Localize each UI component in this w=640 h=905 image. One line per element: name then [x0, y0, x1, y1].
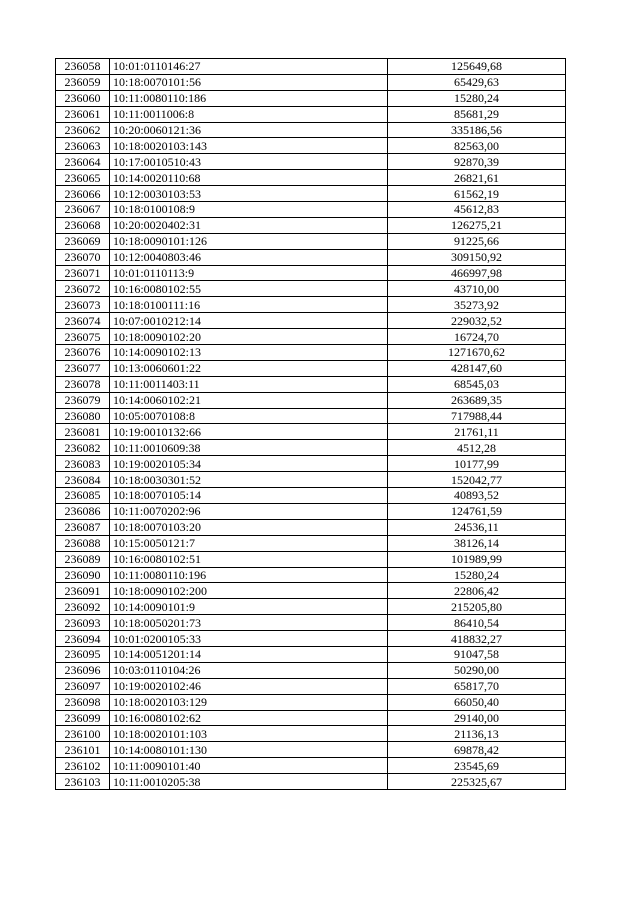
row-amount-cell: 92870,39: [388, 154, 566, 170]
row-code-cell: 10:18:0070105:14: [110, 488, 388, 504]
row-code-cell: 10:20:0060121:36: [110, 122, 388, 138]
table-row: [56, 488, 566, 504]
table-row: [56, 74, 566, 90]
table-row: [56, 694, 566, 710]
row-id-cell: 236066: [56, 186, 110, 202]
row-amount-cell: 125649,68: [388, 59, 566, 75]
row-id-cell: 236101: [56, 742, 110, 758]
table-row: [56, 567, 566, 583]
row-amount-cell: 335186,56: [388, 122, 566, 138]
table-row: [56, 615, 566, 631]
table-row: [56, 503, 566, 519]
row-id-cell: 236064: [56, 154, 110, 170]
row-code-cell: 10:18:0090102:20: [110, 329, 388, 345]
row-code-cell: 10:19:0010132:66: [110, 424, 388, 440]
row-amount-cell: 24536,11: [388, 519, 566, 535]
row-amount-cell: 43710,00: [388, 281, 566, 297]
table-row: [56, 217, 566, 233]
table-row: [56, 106, 566, 122]
row-code-cell: 10:19:0020102:46: [110, 678, 388, 694]
table-row: [56, 440, 566, 456]
row-amount-cell: 61562,19: [388, 186, 566, 202]
row-code-cell: 10:18:0050201:73: [110, 615, 388, 631]
row-code-cell: 10:05:0070108:8: [110, 408, 388, 424]
table-row: [56, 90, 566, 106]
row-id-cell: 236100: [56, 726, 110, 742]
row-id-cell: 236072: [56, 281, 110, 297]
table-row: [56, 710, 566, 726]
row-code-cell: 10:11:0080110:196: [110, 567, 388, 583]
row-id-cell: 236070: [56, 249, 110, 265]
table-row: [56, 408, 566, 424]
row-code-cell: 10:13:0060601:22: [110, 360, 388, 376]
row-amount-cell: 38126,14: [388, 535, 566, 551]
row-amount-cell: 68545,03: [388, 376, 566, 392]
table-row: [56, 360, 566, 376]
table-row: [56, 678, 566, 694]
row-code-cell: 10:16:0080102:55: [110, 281, 388, 297]
row-id-cell: 236089: [56, 551, 110, 567]
table-row: [56, 154, 566, 170]
row-code-cell: 10:07:0010212:14: [110, 313, 388, 329]
row-id-cell: 236085: [56, 488, 110, 504]
row-amount-cell: 66050,40: [388, 694, 566, 710]
row-amount-cell: 50290,00: [388, 662, 566, 678]
table-row: [56, 122, 566, 138]
row-id-cell: 236058: [56, 59, 110, 75]
row-id-cell: 236095: [56, 646, 110, 662]
row-amount-cell: 45612,83: [388, 202, 566, 218]
row-amount-cell: 4512,28: [388, 440, 566, 456]
row-id-cell: 236062: [56, 122, 110, 138]
row-amount-cell: 309150,92: [388, 249, 566, 265]
row-code-cell: 10:18:0030301:52: [110, 472, 388, 488]
row-id-cell: 236076: [56, 345, 110, 361]
row-id-cell: 236060: [56, 90, 110, 106]
row-code-cell: 10:18:0020103:143: [110, 138, 388, 154]
row-code-cell: 10:12:0030103:53: [110, 186, 388, 202]
row-id-cell: 236086: [56, 503, 110, 519]
table-row: [56, 758, 566, 774]
row-id-cell: 236087: [56, 519, 110, 535]
row-id-cell: 236079: [56, 392, 110, 408]
row-amount-cell: 225325,67: [388, 774, 566, 790]
table-row: [56, 646, 566, 662]
row-id-cell: 236063: [56, 138, 110, 154]
row-id-cell: 236092: [56, 599, 110, 615]
row-amount-cell: 91225,66: [388, 233, 566, 249]
table-row: [56, 59, 566, 75]
row-code-cell: 10:16:0080102:51: [110, 551, 388, 567]
row-amount-cell: 15280,24: [388, 567, 566, 583]
row-code-cell: 10:15:0050121:7: [110, 535, 388, 551]
row-code-cell: 10:11:0011006:8: [110, 106, 388, 122]
row-code-cell: 10:18:0070101:56: [110, 74, 388, 90]
table-row: [56, 742, 566, 758]
row-id-cell: 236096: [56, 662, 110, 678]
table-row: [56, 726, 566, 742]
table-row: [56, 281, 566, 297]
row-amount-cell: 124761,59: [388, 503, 566, 519]
row-amount-cell: 26821,61: [388, 170, 566, 186]
row-amount-cell: 15280,24: [388, 90, 566, 106]
table-row: [56, 329, 566, 345]
row-code-cell: 10:11:0010205:38: [110, 774, 388, 790]
table-row: [56, 170, 566, 186]
table-row: [56, 233, 566, 249]
row-code-cell: 10:16:0080102:62: [110, 710, 388, 726]
row-code-cell: 10:14:0090101:9: [110, 599, 388, 615]
row-amount-cell: 22806,42: [388, 583, 566, 599]
row-code-cell: 10:03:0110104:26: [110, 662, 388, 678]
table-row: [56, 297, 566, 313]
row-id-cell: 236099: [56, 710, 110, 726]
row-code-cell: 10:18:0020101:103: [110, 726, 388, 742]
row-id-cell: 236071: [56, 265, 110, 281]
row-code-cell: 10:11:0070202:96: [110, 503, 388, 519]
row-amount-cell: 466997,98: [388, 265, 566, 281]
row-id-cell: 236097: [56, 678, 110, 694]
table-row: [56, 392, 566, 408]
row-code-cell: 10:11:0090101:40: [110, 758, 388, 774]
row-amount-cell: 229032,52: [388, 313, 566, 329]
row-amount-cell: 35273,92: [388, 297, 566, 313]
row-amount-cell: 69878,42: [388, 742, 566, 758]
row-id-cell: 236059: [56, 74, 110, 90]
table-row: [56, 472, 566, 488]
row-amount-cell: 65429,63: [388, 74, 566, 90]
row-id-cell: 236078: [56, 376, 110, 392]
records-table-body: [56, 59, 566, 790]
table-row: [56, 583, 566, 599]
row-amount-cell: 10177,99: [388, 456, 566, 472]
row-code-cell: 10:11:0010609:38: [110, 440, 388, 456]
row-code-cell: 10:14:0051201:14: [110, 646, 388, 662]
row-amount-cell: 86410,54: [388, 615, 566, 631]
row-id-cell: 236077: [56, 360, 110, 376]
row-amount-cell: 152042,77: [388, 472, 566, 488]
table-row: [56, 265, 566, 281]
row-id-cell: 236093: [56, 615, 110, 631]
row-code-cell: 10:19:0020105:34: [110, 456, 388, 472]
row-amount-cell: 215205,80: [388, 599, 566, 615]
row-id-cell: 236068: [56, 217, 110, 233]
table-row: [56, 202, 566, 218]
row-code-cell: 10:01:0200105:33: [110, 631, 388, 647]
row-amount-cell: 263689,35: [388, 392, 566, 408]
row-amount-cell: 717988,44: [388, 408, 566, 424]
row-id-cell: 236065: [56, 170, 110, 186]
row-code-cell: 10:11:0080110:186: [110, 90, 388, 106]
records-table: [55, 58, 566, 790]
row-id-cell: 236090: [56, 567, 110, 583]
row-amount-cell: 126275,21: [388, 217, 566, 233]
row-amount-cell: 21136,13: [388, 726, 566, 742]
row-id-cell: 236074: [56, 313, 110, 329]
table-row: [56, 313, 566, 329]
table-row: [56, 345, 566, 361]
row-amount-cell: 29140,00: [388, 710, 566, 726]
row-code-cell: 10:01:0110146:27: [110, 59, 388, 75]
row-id-cell: 236084: [56, 472, 110, 488]
row-code-cell: 10:14:0080101:130: [110, 742, 388, 758]
row-code-cell: 10:20:0020402:31: [110, 217, 388, 233]
row-id-cell: 236069: [56, 233, 110, 249]
table-row: [56, 551, 566, 567]
row-amount-cell: 91047,58: [388, 646, 566, 662]
row-id-cell: 236098: [56, 694, 110, 710]
row-code-cell: 10:01:0110113:9: [110, 265, 388, 281]
table-row: [56, 631, 566, 647]
table-row: [56, 774, 566, 790]
row-id-cell: 236081: [56, 424, 110, 440]
row-id-cell: 236080: [56, 408, 110, 424]
row-code-cell: 10:18:0070103:20: [110, 519, 388, 535]
table-row: [56, 424, 566, 440]
row-code-cell: 10:14:0060102:21: [110, 392, 388, 408]
row-amount-cell: 40893,52: [388, 488, 566, 504]
row-code-cell: 10:18:0100108:9: [110, 202, 388, 218]
table-row: [56, 535, 566, 551]
table-row: [56, 662, 566, 678]
table-row: [56, 138, 566, 154]
table-row: [56, 376, 566, 392]
row-id-cell: 236103: [56, 774, 110, 790]
row-id-cell: 236075: [56, 329, 110, 345]
row-id-cell: 236061: [56, 106, 110, 122]
row-id-cell: 236091: [56, 583, 110, 599]
row-id-cell: 236094: [56, 631, 110, 647]
row-id-cell: 236067: [56, 202, 110, 218]
row-amount-cell: 1271670,62: [388, 345, 566, 361]
row-amount-cell: 16724,70: [388, 329, 566, 345]
row-code-cell: 10:18:0100111:16: [110, 297, 388, 313]
row-amount-cell: 82563,00: [388, 138, 566, 154]
row-code-cell: 10:14:0020110:68: [110, 170, 388, 186]
row-amount-cell: 418832,27: [388, 631, 566, 647]
row-amount-cell: 101989,99: [388, 551, 566, 567]
row-code-cell: 10:12:0040803:46: [110, 249, 388, 265]
table-row: [56, 186, 566, 202]
table-row: [56, 519, 566, 535]
row-code-cell: 10:11:0011403:11: [110, 376, 388, 392]
row-code-cell: 10:18:0020103:129: [110, 694, 388, 710]
table-row: [56, 456, 566, 472]
row-amount-cell: 21761,11: [388, 424, 566, 440]
row-amount-cell: 23545,69: [388, 758, 566, 774]
row-amount-cell: 428147,60: [388, 360, 566, 376]
row-id-cell: 236088: [56, 535, 110, 551]
row-amount-cell: 85681,29: [388, 106, 566, 122]
row-code-cell: 10:18:0090101:126: [110, 233, 388, 249]
row-id-cell: 236102: [56, 758, 110, 774]
table-row: [56, 599, 566, 615]
row-code-cell: 10:14:0090102:13: [110, 345, 388, 361]
row-id-cell: 236073: [56, 297, 110, 313]
row-amount-cell: 65817,70: [388, 678, 566, 694]
row-id-cell: 236083: [56, 456, 110, 472]
row-code-cell: 10:17:0010510:43: [110, 154, 388, 170]
row-code-cell: 10:18:0090102:200: [110, 583, 388, 599]
table-row: [56, 249, 566, 265]
row-id-cell: 236082: [56, 440, 110, 456]
